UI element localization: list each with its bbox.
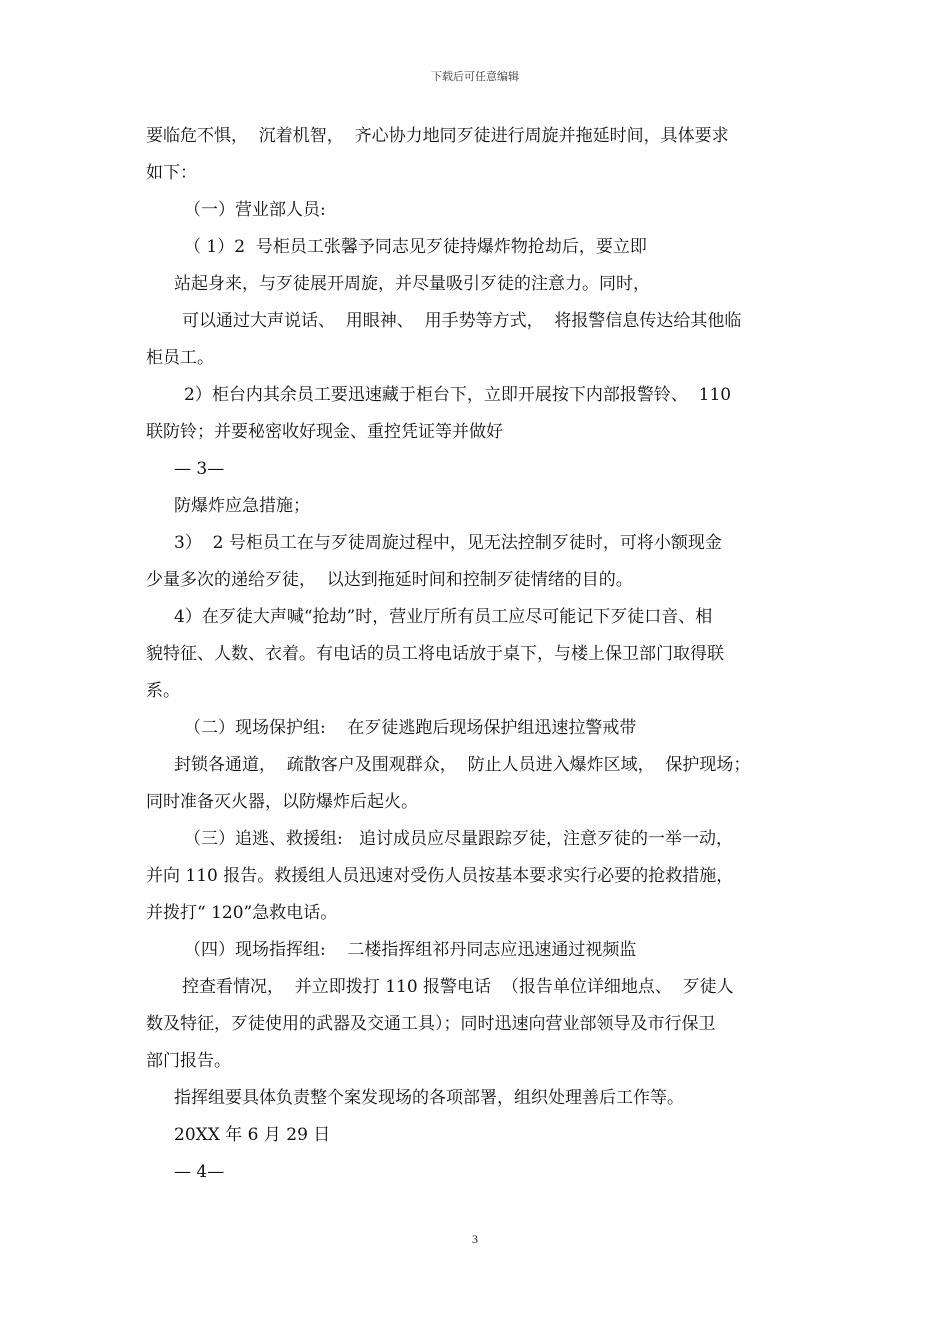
text-line: （ 1）2 号柜员工张馨予同志见歹徒持爆炸物抢劫后，要立即: [184, 237, 647, 257]
text-line: 指挥组要具体负责整个案发现场的各项部署，组织处理善后工作等。: [174, 1088, 684, 1108]
text-line: 柜员工。: [146, 348, 214, 368]
text-line: 可以通过大声说话、 用眼神、 用手势等方式， 将报警信息传达给其他临: [182, 311, 742, 331]
inner-page-marker: — 3—: [174, 459, 225, 479]
text-line: 封锁各通道， 疏散客户及围观群众， 防止人员进入爆炸区域， 保护现场；: [174, 755, 751, 775]
text-line: 要临危不惧， 沉着机智， 齐心协力地同歹徒进行周旋并拖延时间，具体要求: [146, 126, 729, 146]
section-heading-command: （四）现场指挥组: 二楼指挥组祁丹同志应迅速通过视频监: [184, 940, 637, 960]
inner-page-marker: — 4—: [174, 1162, 225, 1182]
text-line: 并拨打“ 120”急救电话。: [146, 903, 338, 923]
text-line: 部门报告。: [146, 1051, 231, 1071]
text-line: 防爆炸应急措施；: [174, 496, 310, 516]
text-line: 貌特征、人数、衣着。有电话的员工将电话放于桌下，与楼上保卫部门取得联: [146, 644, 724, 664]
text-line: 2）柜台内其余员工要迅速藏于柜台下，立即开展按下内部报警铃、 110: [184, 385, 732, 405]
page-number: 3: [472, 1232, 478, 1246]
text-line: 同时准备灭火器，以防爆炸后起火。: [146, 792, 418, 812]
section-heading-protection: （二）现场保护组: 在歹徒逃跑后现场保护组迅速拉警戒带: [184, 718, 637, 738]
text-line: 并向 110 报告。救援组人员迅速对受伤人员按基本要求实行必要的抢救措施，: [146, 866, 734, 886]
text-line: 4）在歹徒大声喊“抢劫”时，营业厅所有员工应尽可能记下歹徒口音、相: [174, 607, 713, 627]
text-line: 系。: [146, 681, 180, 701]
text-line: 数及特征，歹徒使用的武器及交通工具）；同时迅速向营业部领导及市行保卫: [146, 1014, 716, 1034]
document-date: 20XX 年 6 月 29 日: [174, 1125, 331, 1145]
text-line: 联防铃；并要秘密收好现金、重控凭证等并做好: [146, 422, 503, 442]
text-line: 站起身来，与歹徒展开周旋，并尽量吸引歹徒的注意力。同时，: [174, 274, 650, 294]
text-line: 如下：: [146, 163, 197, 183]
text-line: 3） 2 号柜员工在与歹徒周旋过程中，见无法控制歹徒时，可将小额现金: [174, 533, 722, 553]
document-body: [146, 118, 808, 1191]
text-line: 控查看情况， 并立即拨打 110 报警电话 （报告单位详细地点、 歹徒人: [182, 977, 734, 997]
header-note: 下载后可任意编辑: [431, 70, 519, 83]
text-line: 少量多次的递给歹徒， 以达到拖延时间和控制歹徒情绪的目的。: [146, 570, 633, 590]
section-heading-sales: （一）营业部人员:: [184, 200, 326, 220]
section-heading-pursuit: （三）追逃、救援组: 追讨成员应尽量跟踪歹徒，注意歹徒的一举一动，: [184, 829, 733, 849]
